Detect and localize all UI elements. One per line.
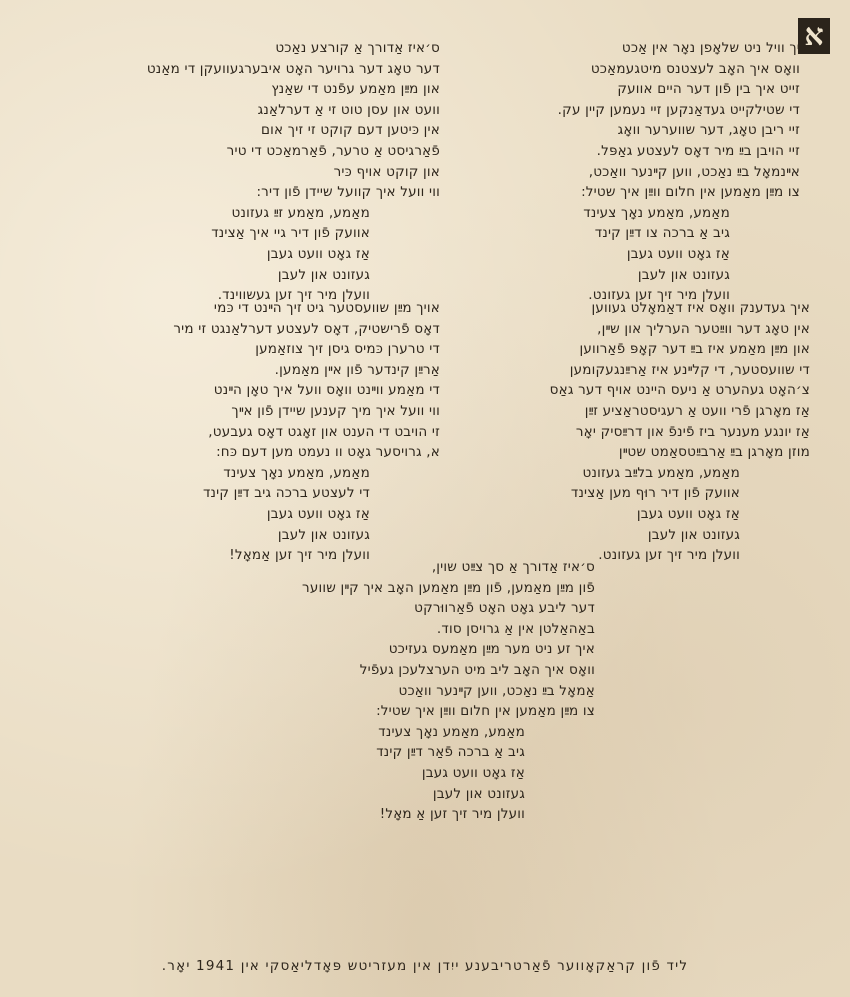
- stanza-line: יך וויל ניט שלאָפן נאָר אין אַכט: [621, 40, 800, 56]
- refrain-line: מאַמע, מאַמע נאָך צעינד: [223, 464, 370, 481]
- stanza-line: וואָס איך האָב לעצטנס מיטגעמאַכט: [590, 60, 800, 77]
- stanza-4: [95, 298, 440, 566]
- stanza-line: די טרערן כּמיס גיסן זיך צוזאַמען: [255, 341, 440, 358]
- stanza-line: צו מײַן מאַמען אין חלום ווײַן איך שטיל:: [581, 184, 800, 201]
- stanza-line: אַז מאָרגן פֿרי וועט אַ רעגיסטראַציע זײַן: [584, 402, 810, 419]
- refrain-line: אַז גאָט וועט געבן: [636, 505, 740, 522]
- refrain-line: וועלן מיר זיך זען אַ מאָל!: [379, 806, 525, 823]
- stanza-line: דער טאָג דער גרויער האָט איבערגעוועקן די מאַנט: [146, 60, 440, 77]
- refrain-line: מאַמע, מאַמע בלײַב געזונט: [582, 464, 740, 481]
- refrain-line: געזונט און לעבן: [647, 526, 740, 543]
- stanza-line: מוזן מאָרגן בײַ אַרבײַטסאַמט שטײן: [618, 444, 810, 461]
- stanza-line: אײנמאָל בײַ נאַכט, ווען קײנער וואַכט,: [588, 163, 800, 180]
- refrain-line: אוועק פֿון דיר גיי איך אַצינד: [211, 225, 370, 242]
- refrain-line: אַז גאָט וועט געבן: [421, 764, 525, 781]
- stanza-line: א, גרויסער גאָט וו נעמט מען דעם כּח:: [216, 444, 440, 461]
- stanza-line: אין כּיטען דעם קוקט זי זיך אום: [261, 122, 440, 139]
- stanza-line: זיי הויבן בײַ מיר דאָס לעצטע גאַפּל.: [596, 142, 800, 159]
- stanza-line: צו מײַן מאַמען אין חלום ווײַן איך שטיל:: [376, 703, 595, 720]
- refrain-line: מאַמע, מאַמע זײַ געזונט: [231, 204, 370, 221]
- stanza-line: באַהאַלטן אין אַ גרויסן סוד.: [436, 620, 595, 637]
- stanza-line: און קוקט אויף כּיר: [333, 163, 440, 180]
- stanza-line: און מײַן מאַמע איז בײַ דער קאָפּ פֿאַרווען: [579, 341, 810, 358]
- stanza-line: זייט איך בין פֿון דער היים אוועק: [617, 81, 800, 98]
- stanza-line: אין טאָג דער ווײַטער הערליך און שײן,: [597, 320, 810, 337]
- refrain-line: אַז גאָט וועט געבן: [626, 245, 730, 262]
- stanza-line: וואָס איך האָב ליב מיט הערצלעכן געפֿיל: [359, 661, 595, 678]
- refrain-line: וועלן מיר זיך זען געשווינד.: [217, 287, 370, 304]
- stanza-line: פֿאַרגיסט אַ טרער, פֿאַרמאַכט די טיר: [226, 142, 440, 159]
- refrain-line: די לעצטע ברכה גיב דײַן קינד: [202, 485, 370, 502]
- refrain-line: וועלן מיר זיך זען געזונט.: [588, 287, 730, 304]
- stanza-line: איך געדענק וואָס איז דאַמאָלט געווען: [591, 300, 810, 316]
- refrain-line: אוועק פֿון דיר רוּף מען אַצינד: [570, 485, 740, 502]
- stanza-line: ס׳איז אַדורך אַ סך צײַט שוין,: [431, 559, 595, 575]
- stanza-line: די שטילקייט געדאַנקען זיי נעמען קיין עק.: [557, 101, 800, 118]
- refrain-line: מאַמע, מאַמע נאָך צעינד: [378, 723, 525, 740]
- stanza-line: די מאַמע ווײנט וואָס וועל איך טאָן הײנט: [213, 382, 440, 399]
- stanza-line: ווי וועל איך מיך קענען שיידן פֿון אײך: [231, 402, 440, 419]
- stanza-line: די שוועסטער, די קלײנע איז אַרײַנגעקומען: [569, 361, 810, 378]
- stanza-2: [95, 38, 440, 306]
- stanza-line: אַז יונגע מענער ביז פֿינפֿ און דרײַסיק יאָר: [575, 423, 810, 440]
- refrain-line: גיב אַ ברכה צו דײַן קינד: [594, 225, 730, 242]
- refrain-line: וועלן מיר זיך זען געזונט.: [598, 547, 740, 564]
- stanza-line: דאָס פֿרישטיק, דאָס לעצטע דערלאַנגט זי מיר: [173, 320, 440, 337]
- footer-caption: ליד פֿון קראַקאָווער פֿאַרטריבענע ייִדן אין מעזריטש פּאָדליאַסקי אין 1941 יאָר.: [161, 958, 689, 974]
- stanza-line: דער ליבע גאָט האָט פֿאַרווּרקט: [414, 600, 595, 617]
- refrain-line: אַז גאָט וועט געבן: [266, 505, 370, 522]
- refrain-line: אַז גאָט וועט געבן: [266, 245, 370, 262]
- stanza-line: און מײַן מאַמע עפֿנט די שאַנץ: [271, 81, 440, 98]
- stanza-line: צ׳האָט געהערט אַ ניעס היינט אויף דער גאַס: [549, 382, 810, 399]
- stanza-line: וועט און עסן טוט זי אַ דערלאַנג: [257, 101, 440, 118]
- stanza-3: [500, 298, 810, 566]
- stanza-5: [285, 557, 595, 825]
- stanza-line: איך זע ניט מער מײַן מאַמעס געזיכט: [388, 641, 595, 658]
- refrain-line: וועלן מיר זיך זען אַמאָל!: [229, 547, 370, 564]
- stanza-line: זיי ריבן טאָג, דער שווערער וואָג: [617, 122, 800, 139]
- stanza-line: אַרײַן קינדער פֿון אײן מאַמען.: [274, 361, 440, 378]
- refrain-line: גיב אַ ברכה פֿאַר דײַן קינד: [376, 744, 525, 761]
- stanza-line: אַמאָל בײַ נאַכט, ווען קײנער וואַכט: [398, 682, 595, 699]
- refrain-line: מאַמע, מאַמע נאָך צעינד: [583, 204, 730, 221]
- refrain-line: געזונט און לעבן: [277, 526, 370, 543]
- drop-cap-letter: א: [798, 18, 830, 54]
- stanza-line: ווי וועל איך קוועל שיידן פֿון דיר:: [256, 184, 440, 201]
- stanza-line: אויך מײַן שוועסטער גיט זיך הײנט די כּמי: [213, 300, 440, 316]
- refrain-line: געזונט און לעבן: [637, 266, 730, 283]
- stanza-line: ס׳איז אַדורך אַ קורצע נאַכט: [275, 40, 440, 56]
- refrain-line: געזונט און לעבן: [277, 266, 370, 283]
- refrain-line: געזונט און לעבן: [432, 785, 525, 802]
- stanza-line: זי הויבט די הענט און זאָגט דאָס געבעט,: [208, 423, 440, 440]
- stanza-1: [500, 38, 800, 306]
- stanza-line: פֿון מײַן מאַמען, פֿון מײַן מאַמען האָב איך קײן שווער: [302, 579, 595, 596]
